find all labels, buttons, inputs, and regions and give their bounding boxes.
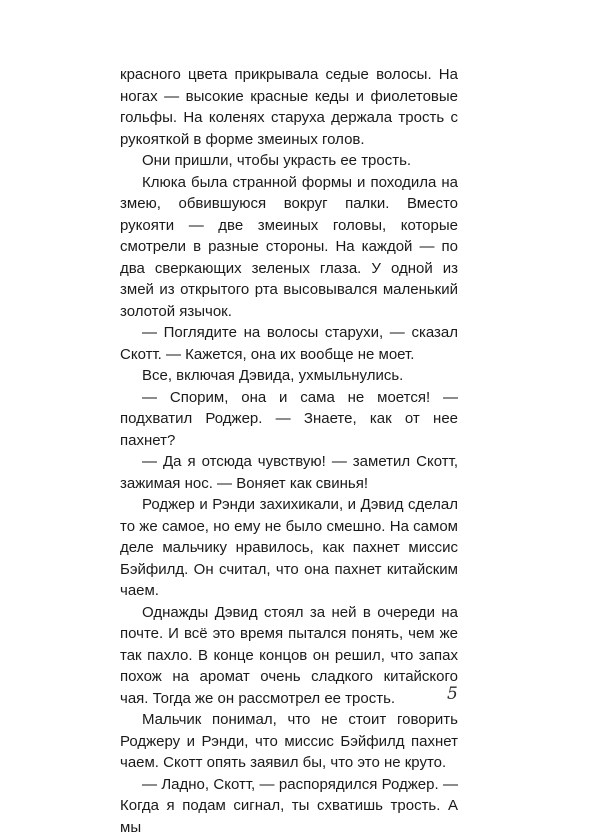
paragraph: Мальчик понимал, что не стоит говорить Роджеру и Рэнди, что миссис Бэйфилд пахнет чаем. Скотт опять заявил бы, что это не круто. [120, 709, 458, 774]
paragraph: — Поглядите на волосы старухи, — сказал Скотт. — Кажется, она их вообще не моет. [120, 322, 458, 365]
body-text [120, 64, 458, 838]
paragraph: — Спорим, она и сама не моется! — подхватил Роджер. — Знаете, как от нее пахнет? [120, 387, 458, 452]
paragraph: Роджер и Рэнди захихикали, и Дэвид сделал то же самое, но ему не было смешно. На самом деле мальчику нравилось, как пахнет миссис Бэйфилд. Он считал, что она пахнет китайским чаем. [120, 494, 458, 602]
paragraph: Однажды Дэвид стоял за ней в очереди на почте. И всё это время пытался понять, чем же так пахло. В конце концов он решил, что запах похож на аромат очень сладкого китайского чая. Тогда же он рассмотрел ее трость. [120, 602, 458, 710]
paragraph: Они пришли, чтобы украсть ее трость. [120, 150, 458, 172]
paragraph: Все, включая Дэвида, ухмыльнулись. [120, 365, 458, 387]
paragraph: — Да я отсюда чувствую! — заметил Скотт, зажимая нос. — Воняет как свинья! [120, 451, 458, 494]
paragraph: красного цвета прикрывала седые волосы. На ногах — высокие красные кеды и фиолетовые гольфы. На коленях старуха держала трость с рукояткой в форме змеиных голов. [120, 64, 458, 150]
paragraph: — Ладно, Скотт, — распорядился Роджер. — Когда я подам сигнал, ты схватишь трость. А мы [120, 774, 458, 838]
page-number: 5 [447, 684, 458, 704]
paragraph: Клюка была странной формы и походила на змею, обвившуюся вокруг палки. Вместо рукояти — две змеиных головы, которые смотрели в разные стороны. На каждой — по два сверкающих зеленых глаза. У одной из змей из открытого рта высовывался маленький золотой язычок. [120, 172, 458, 323]
